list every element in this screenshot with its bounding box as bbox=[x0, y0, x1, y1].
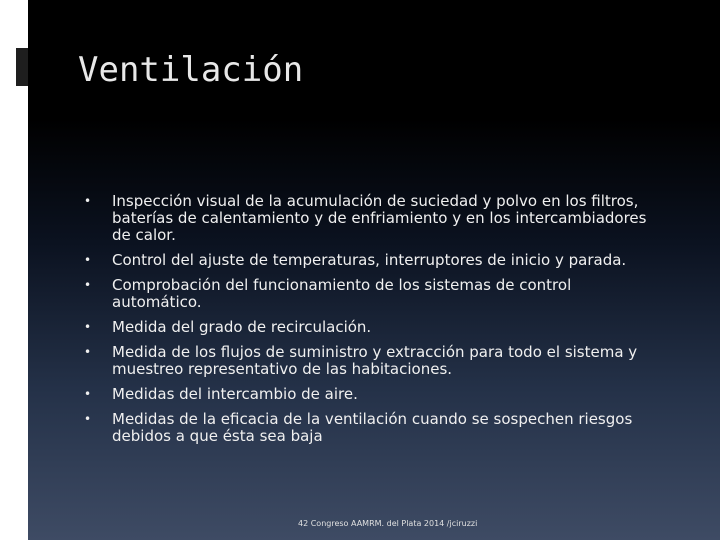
slide-title: Ventilación bbox=[78, 50, 304, 90]
bullet-text: Inspección visual de la acumulación de suciedad y polvo en los filtros, baterías de calentamiento y de enfriamiento y en los intercambiadores de calor. bbox=[112, 192, 647, 244]
bullet-item bbox=[80, 344, 660, 378]
bullet-item bbox=[80, 277, 660, 311]
bullet-text: Comprobación del funcionamiento de los sistemas de control automático. bbox=[112, 276, 572, 311]
bullet-icon: • bbox=[84, 345, 92, 359]
accent-stripe bbox=[28, 0, 34, 86]
slide-footer: 42 Congreso AAMRM. del Plata 2014 /jciruzzi bbox=[298, 519, 478, 528]
bullet-icon: • bbox=[84, 412, 92, 426]
bullet-icon: • bbox=[84, 194, 92, 208]
bullet-text: Control del ajuste de temperaturas, interruptores de inicio y parada. bbox=[112, 251, 627, 269]
bullet-text: Medidas del intercambio de aire. bbox=[112, 385, 358, 403]
bullet-icon: • bbox=[84, 387, 92, 401]
bullet-text: Medida del grado de recirculación. bbox=[112, 318, 372, 336]
bullet-item bbox=[80, 386, 660, 403]
bullet-item bbox=[80, 319, 660, 336]
bullet-icon: • bbox=[84, 320, 92, 334]
bullet-item bbox=[80, 252, 660, 269]
bullet-item bbox=[80, 193, 660, 244]
title-accent-bar bbox=[16, 48, 28, 86]
bullet-list bbox=[80, 193, 660, 453]
bullet-text: Medidas de la eficacia de la ventilación cuando se sospechen riesgos debidos a que ésta sea baja bbox=[112, 410, 633, 445]
bullet-text: Medida de los flujos de suministro y extracción para todo el sistema y muestreo representativo de las habitaciones. bbox=[112, 343, 638, 378]
slide bbox=[28, 0, 720, 540]
bullet-item bbox=[80, 411, 660, 445]
bullet-icon: • bbox=[84, 278, 92, 292]
bullet-icon: • bbox=[84, 253, 92, 267]
